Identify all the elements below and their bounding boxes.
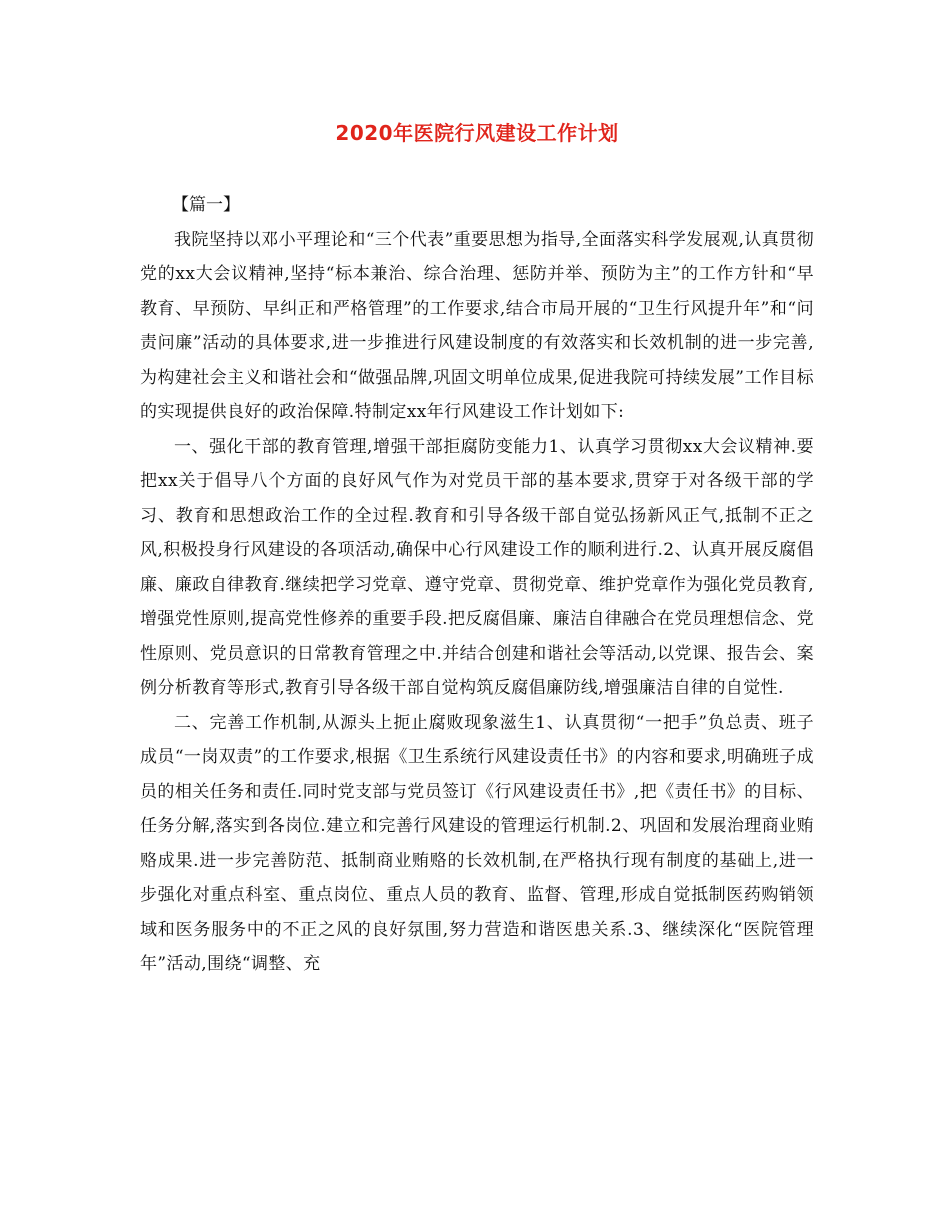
paragraph-intro: 我院坚持以邓小平理论和“三个代表”重要思想为指导,全面落实科学发展观,认真贯彻党的xx大会议精神,坚持“标本兼治、综合治理、惩防并举、预防为主”的工作方针和“早教育、早预防、早纠正和严格管理”的工作要求,结合市局开展的“卫生行风提升年”和“问责问廉”活动的具体要求,进一步推进行风建设制度的有效落实和长效机制的进一步完善,为构建社会主义和谐社会和“做强品牌,巩固文明单位成果,促进我院可持续发展”工作目标的实现提供良好的政治保障.特制定xx年行风建设工作计划如下: — [140, 229, 814, 422]
paragraph-section-two: 二、完善工作机制,从源头上扼止腐败现象滋生1、认真贯彻“一把手”负总责、班子成员“一岗双责”的工作要求,根据《卫生系统行风建设责任书》的内容和要求,明确班子成员的相关任务和责任.同时党支部与党员签订《行风建设责任书》,把《责任书》的目标、任务分解,落实到各岗位.建立和完善行风建设的管理运行机制.2、巩固和发展治理商业贿赂成果.进一步完善防范、抵制商业贿赂的长效机制,在严格执行现有制度的基础上,进一步强化对重点科室、重点岗位、重点人员的教育、监督、管理,形成自觉抵制医药购销领域和医务服务中的不正之风的良好氛围,努力营造和谐医患关系.3、继续深化“医院管理年”活动,围绕“调整、充 — [140, 712, 814, 974]
paragraph-section-one: 一、强化干部的教育管理,增强干部拒腐防变能力1、认真学习贯彻xx大会议精神.要把xx关于倡导八个方面的良好风气作为对党员干部的基本要求,贯穿于对各级干部的学习、教育和思想政治工作的全过程.教育和引导各级干部自觉弘扬新风正气,抵制不正之风,积极投身行风建设的各项活动,确保中心行风建设工作的顺利进行.2、认真开展反腐倡廉、廉政自律教育.继续把学习党章、遵守党章、贯彻党章、维护党章作为强化党员教育,增强党性原则,提高党性修养的重要手段.把反腐倡廉、廉洁自律融合在党员理想信念、党性原则、党员意识的日常教育管理之中.并结合创建和谐社会等活动,以党课、报告会、案例分析教育等形式,教育引导各级干部自觉构筑反腐倡廉防线,增强廉洁自律的自觉性. — [140, 436, 814, 698]
section-label: 【篇一】 — [172, 195, 240, 215]
document-title: 2020年医院行风建设工作计划 — [335, 121, 619, 145]
